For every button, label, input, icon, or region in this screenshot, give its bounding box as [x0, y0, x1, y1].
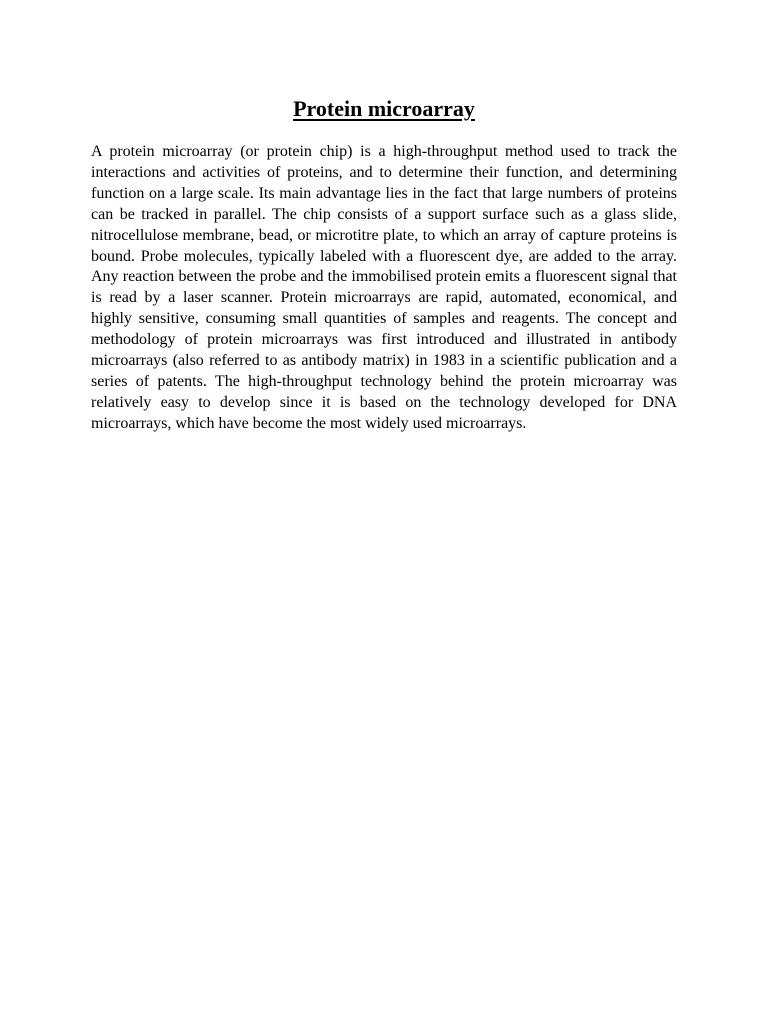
body-paragraph: A protein microarray (or protein chip) is a high-throughput method used to track the interactions and activities of proteins, and to determine their function, and determining function on a large scale. Its main advantage lies in the fact that large numbers of proteins can be tracked in parallel. The chip consists of a support surface such as a glass slide, nitrocellulose membrane, bead, or microtitre plate, to which an array of capture proteins is bound. Probe molecules, typically labeled with a fluorescent dye, are added to the array. Any reaction between the probe and the immobilised protein emits a fluorescent signal that is read by a laser scanner. Protein microarrays are rapid, automated, economical, and highly sensitive, consuming small quantities of samples and reagents. The concept and methodology of protein microarrays was first introduced and illustrated in antibody microarrays (also referred to as antibody matrix) in 1983 in a scientific publication and a series of patents. The high-throughput technology behind the protein microarray was relatively easy to develop since it is based on the technology developed for DNA microarrays, which have become the most widely used microarrays.	[91, 143, 677, 432]
document-title: Protein microarray	[293, 96, 475, 121]
